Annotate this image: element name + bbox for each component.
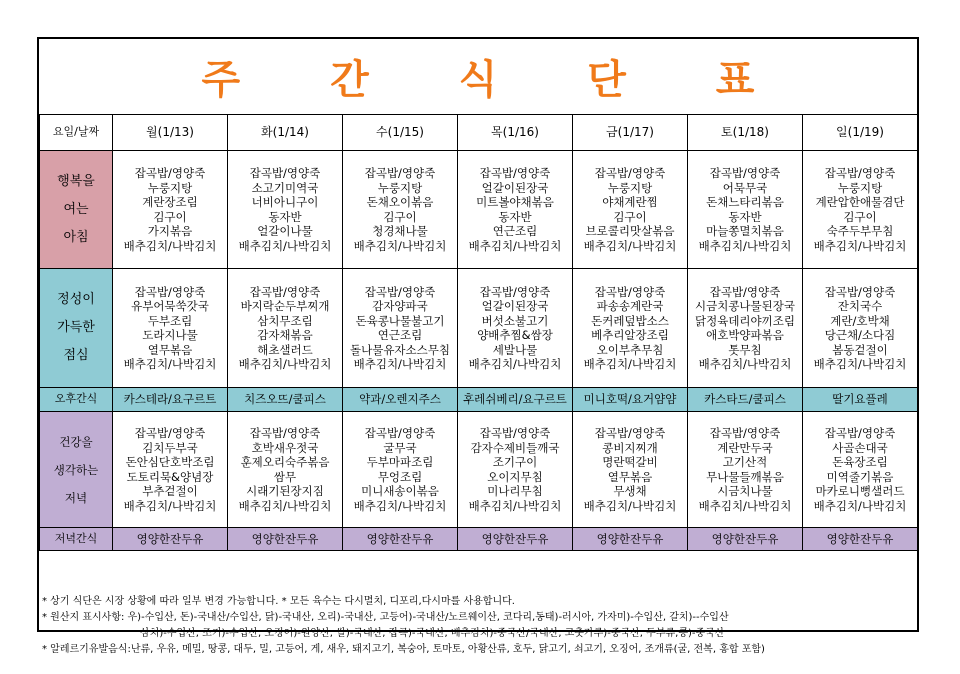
menu-item: 잡곡밥/영양죽 xyxy=(364,166,436,180)
page-title-text: 주 간 식 단 표 xyxy=(201,56,793,103)
menu-item: 배추김치/나박김치 xyxy=(238,238,332,253)
menu-item: 돌나물유자소스무침 xyxy=(350,342,450,357)
menu-item: 배추김치/나박김치 xyxy=(698,498,792,513)
breakfast-menu-cell xyxy=(228,151,343,269)
snack-item: 카스테라/요구르트 xyxy=(113,388,228,412)
day-header: 토(1/18) xyxy=(688,115,803,151)
menu-item: 애호박양파볶음 xyxy=(706,328,784,342)
menu-item: 삼치무조림 xyxy=(257,313,313,328)
menu-item: 오이지무침 xyxy=(487,469,543,484)
menu-item: 배추김치/나박김치 xyxy=(468,238,562,253)
breakfast-menu-cell xyxy=(803,151,918,269)
note-line: * 상기 식단은 시장 상황에 따라 일부 변경 가능합니다. * 모든 육수는 다시멸치, 디포리,다시마를 사용합니다. xyxy=(42,596,515,607)
menu-item: 얼갈이나물 xyxy=(257,224,313,238)
dinner-row xyxy=(40,412,918,528)
menu-item: 닭정육데리야끼조림 xyxy=(695,313,795,328)
menu-item: 돈안심단호박조림 xyxy=(125,455,215,469)
menu-item: 배추김치/나박김치 xyxy=(468,357,562,371)
menu-item: 고기산적 xyxy=(722,455,768,469)
menu-item: 어묵무국 xyxy=(722,180,768,195)
menu-item: 도토리묵&양념장 xyxy=(126,469,214,484)
menu-item: 무생채 xyxy=(613,484,647,498)
menu-item: 바지락순두부찌개 xyxy=(240,299,330,313)
snack-item: 미니호떡/요거얌얌 xyxy=(573,388,688,412)
menu-item: 무엉조림 xyxy=(377,469,423,484)
menu-item: 배추김치/나박김치 xyxy=(583,238,677,253)
menu-item: 동자반 xyxy=(728,209,762,224)
menu-item: 잡곡밥/영양죽 xyxy=(709,284,781,299)
menu-item: 누룽지탕 xyxy=(147,180,193,195)
menu-item: 숙주두부무침 xyxy=(826,224,894,238)
menu-item: 돈채느타리볶음 xyxy=(706,195,784,209)
menu-item: 사골손대국 xyxy=(832,440,888,455)
label-line: 여는 xyxy=(63,201,89,217)
menu-item: 잡곡밥/영양죽 xyxy=(709,166,781,180)
dinner-label xyxy=(40,412,113,528)
menu-item: 배추김치/나박김치 xyxy=(583,357,677,371)
menu-item: 버섯소불고기 xyxy=(481,313,549,328)
snack-item: 약과/오렌지주스 xyxy=(343,388,458,412)
menu-item: 계란압한애물겸단 xyxy=(815,195,905,209)
menu-item: 김구이 xyxy=(153,209,187,224)
menu-item: 김구이 xyxy=(843,209,877,224)
label-line: 점심 xyxy=(63,348,89,363)
menu-item: 배추김치/나박김치 xyxy=(353,498,447,513)
menu-item: 시래기된장지짐 xyxy=(246,484,324,498)
menu-item: 베추리알장조림 xyxy=(591,328,669,342)
evening-snack-label: 저녁간식 xyxy=(40,528,113,551)
menu-item: 누룽지탕 xyxy=(607,180,653,195)
menu-item: 동자반 xyxy=(498,209,532,224)
menu-item: 잡곡밥/영양죽 xyxy=(479,166,551,180)
menu-item: 배추김치/나박김치 xyxy=(353,357,447,371)
menu-item: 굴무국 xyxy=(383,440,417,455)
menu-item: 시금치나물 xyxy=(717,484,773,498)
breakfast-label xyxy=(40,151,113,269)
lunch-row xyxy=(40,269,918,388)
note-line: 삼치)-수입산, 조기)-수입산, 오징어)-원양산, 쌀)-국내산, 잡곡)-국내산, 배추김치)-중국산/국내산, 고춧가루)-중국산, 두부류,콩)-중국산 xyxy=(140,628,725,639)
menu-item: 부추겉절이 xyxy=(142,484,198,498)
menu-item: 브로콜리맛살볶음 xyxy=(585,224,675,238)
header-row xyxy=(40,115,918,151)
menu-item: 잡곡밥/영양죽 xyxy=(134,426,206,440)
evening-snack-item: 영양한잔두유 xyxy=(113,528,228,551)
snack-item: 후레쉬베리/요구르트 xyxy=(458,388,573,412)
menu-item: 미니새송이볶음 xyxy=(361,484,439,498)
menu-item: 잡곡밥/영양죽 xyxy=(364,284,436,299)
dinner-menu-cell xyxy=(343,412,458,528)
day-header: 수(1/15) xyxy=(343,115,458,151)
breakfast-menu-cell xyxy=(688,151,803,269)
menu-item: 미트볼야채볶음 xyxy=(476,195,554,209)
menu-item: 두부조림 xyxy=(147,313,193,328)
menu-item: 미나리무침 xyxy=(487,484,543,498)
menu-item: 계란만두국 xyxy=(717,440,773,455)
menu-item: 잡곡밥/영양죽 xyxy=(134,284,206,299)
menu-item: 양배추찜&쌈장 xyxy=(477,328,553,342)
menu-item: 잡곡밥/영양죽 xyxy=(479,426,551,440)
menu-item: 배추김치/나박김치 xyxy=(698,357,792,371)
menu-item: 가지볶음 xyxy=(147,224,193,238)
menu-item: 감자채볶음 xyxy=(257,328,313,342)
dinner-menu-cell xyxy=(458,412,573,528)
menu-item: 명란떡갈비 xyxy=(602,455,658,469)
menu-item: 해초샐러드 xyxy=(257,342,313,357)
menu-item: 유부어묵쑥갓국 xyxy=(131,299,209,313)
evening-snack-item: 영양한잔두유 xyxy=(688,528,803,551)
menu-item: 김치두부국 xyxy=(142,440,198,455)
menu-item: 계란/호박채 xyxy=(830,313,890,328)
snack-item: 딸기요플레 xyxy=(803,388,918,412)
menu-item: 쌈무 xyxy=(273,469,297,484)
dinner-menu-cell xyxy=(803,412,918,528)
evening-snack-row xyxy=(40,528,918,551)
day-header: 월(1/13) xyxy=(113,115,228,151)
menu-item: 잡곡밥/영양죽 xyxy=(364,426,436,440)
menu-item: 감자수제비들깨국 xyxy=(470,440,560,455)
header-label: 요일/날짜 xyxy=(40,115,113,151)
breakfast-row xyxy=(40,151,918,269)
menu-item: 청경채나물 xyxy=(372,224,428,238)
menu-item: 계란장조림 xyxy=(142,195,198,209)
snack-label: 오후간식 xyxy=(40,388,113,412)
day-header: 금(1/17) xyxy=(573,115,688,151)
menu-item: 감자양파국 xyxy=(372,299,428,313)
menu-item: 돈육장조림 xyxy=(832,455,888,469)
menu-item: 배추김치/나박김치 xyxy=(238,498,332,513)
lunch-menu-cell xyxy=(343,269,458,388)
menu-item: 잡곡밥/영양죽 xyxy=(594,284,666,299)
menu-item: 누룽지탕 xyxy=(837,180,883,195)
menu-item: 돈커레덮밥소스 xyxy=(591,313,669,328)
menu-item: 돈육콩나물불고기 xyxy=(355,313,445,328)
day-header: 일(1/19) xyxy=(803,115,918,151)
label-line: 아침 xyxy=(63,229,89,245)
menu-item: 김구이 xyxy=(613,209,647,224)
menu-item: 호박새우젓국 xyxy=(251,440,319,455)
evening-snack-item: 영양한잔두유 xyxy=(803,528,918,551)
label-line: 건강을 xyxy=(59,434,93,449)
snack-item: 카스타드/쿨피스 xyxy=(688,388,803,412)
weekly-menu-table xyxy=(39,114,918,551)
breakfast-menu-cell xyxy=(343,151,458,269)
menu-item: 콩비지찌개 xyxy=(602,440,658,455)
menu-item: 잡곡밥/영양죽 xyxy=(479,284,551,299)
menu-item: 야채계란찜 xyxy=(602,195,658,209)
menu-item: 얼갈이된장국 xyxy=(481,180,549,195)
lunch-menu-cell xyxy=(113,269,228,388)
breakfast-menu-cell xyxy=(113,151,228,269)
menu-sheet xyxy=(37,37,919,655)
menu-item: 소고기미역국 xyxy=(251,180,319,195)
label-line: 저녁 xyxy=(64,490,88,505)
menu-item: 잡곡밥/영양죽 xyxy=(134,166,206,180)
menu-item: 배추김치/나박김치 xyxy=(813,357,907,371)
menu-item: 도라지나물 xyxy=(142,328,198,342)
menu-item: 무나물들깨볶음 xyxy=(706,469,784,484)
menu-item: 돈채오이볶음 xyxy=(366,195,434,209)
menu-item: 배추김치/나박김치 xyxy=(123,238,217,253)
menu-item: 얼갈이된장국 xyxy=(481,299,549,313)
menu-item: 배추김치/나박김치 xyxy=(583,498,677,513)
menu-item: 마카로니뻥샐러드 xyxy=(815,484,905,498)
dinner-menu-cell xyxy=(688,412,803,528)
menu-item: 배추김치/나박김치 xyxy=(238,357,332,371)
menu-item: 잡곡밥/영양죽 xyxy=(594,166,666,180)
menu-item: 너비아니구이 xyxy=(251,195,319,209)
page-title xyxy=(39,39,917,114)
menu-item: 배추김치/나박김치 xyxy=(353,238,447,253)
menu-item: 두부마파조림 xyxy=(366,455,434,469)
evening-snack-item: 영양한잔두유 xyxy=(458,528,573,551)
lunch-label xyxy=(40,269,113,388)
breakfast-menu-cell xyxy=(458,151,573,269)
evening-snack-item: 영양한잔두유 xyxy=(573,528,688,551)
menu-item: 세발나물 xyxy=(492,342,538,357)
label-line: 행복을 xyxy=(57,173,95,189)
dinner-menu-cell xyxy=(573,412,688,528)
label-line: 생각하는 xyxy=(53,462,99,477)
menu-item: 톳무침 xyxy=(728,342,762,357)
notes xyxy=(39,594,917,658)
evening-snack-item: 영양한잔두유 xyxy=(343,528,458,551)
menu-item: 당근채/소다짐 xyxy=(824,328,896,342)
label-line: 가득한 xyxy=(57,320,95,335)
menu-item: 잡곡밥/영양죽 xyxy=(824,166,896,180)
menu-item: 동자반 xyxy=(268,209,302,224)
menu-item: 파송송계란국 xyxy=(596,299,664,313)
menu-item: 잡곡밥/영양죽 xyxy=(824,284,896,299)
menu-item: 배추김치/나박김치 xyxy=(813,238,907,253)
menu-item: 연근조림 xyxy=(377,328,423,342)
menu-item: 열무볶음 xyxy=(147,342,193,357)
menu-item: 오이부추무침 xyxy=(596,342,664,357)
evening-snack-item: 영양한잔두유 xyxy=(228,528,343,551)
menu-item: 배추김치/나박김치 xyxy=(123,357,217,371)
menu-item: 봄동겉절이 xyxy=(832,342,888,357)
menu-item: 시금치콩나물된장국 xyxy=(695,299,795,313)
menu-item: 배추김치/나박김치 xyxy=(123,498,217,513)
label-line: 정성이 xyxy=(57,292,95,307)
menu-item: 잡곡밥/영양죽 xyxy=(249,426,321,440)
snack-item: 치즈오뜨/쿨피스 xyxy=(228,388,343,412)
note-line: * 원산지 표시사항: 우)-수입산, 돈)-국내산/수입산, 닭)-국내산, 오리)-국내산, 고등어)-국내산/노르웨이산, 코다리,동태)-러시아, 가자미)-수입산, 갈치)--수입산 xyxy=(42,612,729,623)
dinner-menu-cell xyxy=(228,412,343,528)
menu-item: 누룽지탕 xyxy=(377,180,423,195)
menu-item: 잡곡밥/영양죽 xyxy=(709,426,781,440)
breakfast-menu-cell xyxy=(573,151,688,269)
lunch-menu-cell xyxy=(688,269,803,388)
menu-item: 김구이 xyxy=(383,209,417,224)
menu-item: 잡곡밥/영양죽 xyxy=(594,426,666,440)
menu-item: 잡곡밥/영양죽 xyxy=(249,166,321,180)
day-header: 화(1/14) xyxy=(228,115,343,151)
menu-item: 마늘쫑멸치볶음 xyxy=(706,224,784,238)
menu-item: 조기구이 xyxy=(492,455,538,469)
menu-item: 잡곡밥/영양죽 xyxy=(824,426,896,440)
dinner-menu-cell xyxy=(113,412,228,528)
menu-item: 열무볶음 xyxy=(607,469,653,484)
lunch-menu-cell xyxy=(803,269,918,388)
menu-item: 훈제오리숙주볶음 xyxy=(240,455,330,469)
lunch-menu-cell xyxy=(228,269,343,388)
menu-item: 미역줄기볶음 xyxy=(826,469,894,484)
menu-item: 배추김치/나박김치 xyxy=(468,498,562,513)
lunch-menu-cell xyxy=(458,269,573,388)
menu-item: 연근조림 xyxy=(492,224,538,238)
menu-item: 배추김치/나박김치 xyxy=(698,238,792,253)
note-line: * 알레르기유발음식:난류, 우유, 메밀, 땅콩, 대두, 밀, 고등어, 게, 새우, 돼지고기, 복숭아, 토마토, 아황산류, 호두, 닭고기, 쇠고기, 오징어, 조개류(굴, 전복, 홍합 포함) xyxy=(42,644,765,655)
menu-item: 잔치국수 xyxy=(837,299,883,313)
menu-item: 배추김치/나박김치 xyxy=(813,498,907,513)
menu-item: 잡곡밥/영양죽 xyxy=(249,284,321,299)
day-header: 목(1/16) xyxy=(458,115,573,151)
lunch-menu-cell xyxy=(573,269,688,388)
snack-row xyxy=(40,388,918,412)
